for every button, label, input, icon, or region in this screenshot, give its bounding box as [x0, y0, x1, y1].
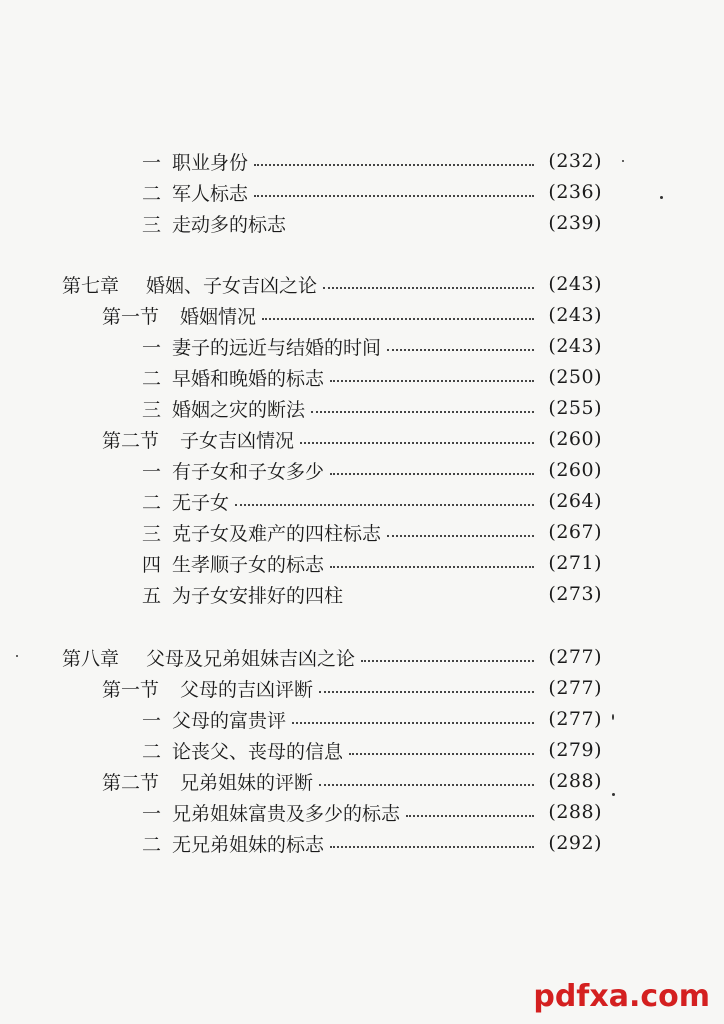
section-title: 父母的吉凶评断	[180, 678, 314, 701]
entry-title: 论丧父、丧母的信息	[172, 740, 344, 763]
entry-number: 一	[142, 709, 162, 732]
entry-title: 父母的富贵评	[172, 709, 287, 732]
toc-entry	[142, 704, 602, 734]
section-number: 第二节	[102, 429, 160, 452]
page-number: (292)	[548, 832, 602, 854]
leader-dots	[300, 442, 534, 444]
entry-number: 二	[142, 491, 162, 514]
entry-number: 二	[142, 367, 162, 390]
toc-entry	[142, 146, 602, 176]
toc-entry	[142, 828, 602, 858]
page-number: (277)	[548, 677, 602, 699]
entry-number: 二	[142, 182, 162, 205]
page-number: (277)	[548, 708, 602, 730]
page-number: (288)	[548, 801, 602, 823]
toc-entry	[142, 331, 602, 361]
entry-title: 兄弟姐妹富贵及多少的标志	[172, 802, 401, 825]
page-number: (267)	[548, 521, 602, 543]
entry-title: 婚姻之灾的断法	[172, 398, 306, 421]
scan-speck	[612, 714, 614, 720]
leader-dots	[330, 380, 534, 382]
leader-dots	[254, 195, 534, 197]
entry-title: 妻子的远近与结婚的时间	[172, 336, 382, 359]
entry-number: 三	[142, 522, 162, 545]
toc-entry	[142, 579, 602, 609]
entry-title: 职业身份	[172, 151, 249, 174]
leader-dots	[292, 722, 534, 724]
page-number: (279)	[548, 739, 602, 761]
section-number: 第一节	[102, 678, 160, 701]
page-number: (243)	[548, 335, 602, 357]
toc-chapter	[62, 642, 602, 672]
scan-speck	[622, 160, 624, 162]
page-number: (250)	[548, 366, 602, 388]
entry-title: 早婚和晚婚的标志	[172, 367, 325, 390]
toc-entry	[142, 362, 602, 392]
page-number: (243)	[548, 273, 602, 295]
toc-entry	[142, 208, 602, 238]
toc-entry	[142, 177, 602, 207]
page-number: (277)	[548, 646, 602, 668]
section-number: 第一节	[102, 305, 160, 328]
page-number: (255)	[548, 397, 602, 419]
entry-title: 有子女和子女多少	[172, 460, 325, 483]
entry-number: 二	[142, 740, 162, 763]
entry-title: 军人标志	[172, 182, 249, 205]
page-number: (264)	[548, 490, 602, 512]
leader-dots	[361, 660, 534, 662]
toc-section	[102, 766, 602, 796]
entry-number: 一	[142, 336, 162, 359]
section-number: 第二节	[102, 771, 160, 794]
entry-title: 生孝顺子女的标志	[172, 553, 325, 576]
toc-entry	[142, 393, 602, 423]
leader-dots	[311, 411, 534, 413]
leader-dots	[323, 287, 534, 289]
leader-dots	[387, 535, 534, 537]
entry-title: 无兄弟姐妹的标志	[172, 833, 325, 856]
entry-number: 三	[142, 213, 162, 236]
page-number: (288)	[548, 770, 602, 792]
toc-chapter	[62, 269, 602, 299]
toc-section	[102, 673, 602, 703]
chapter-number: 第八章	[62, 647, 120, 670]
entry-number: 一	[142, 151, 162, 174]
entry-number: 五	[142, 584, 162, 607]
page-number: (239)	[548, 212, 602, 234]
entry-number: 二	[142, 833, 162, 856]
leader-dots	[330, 846, 534, 848]
chapter-title: 婚姻、子女吉凶之论	[146, 274, 318, 297]
toc-entry	[142, 517, 602, 547]
page-number: (232)	[548, 150, 602, 172]
entry-number: 一	[142, 802, 162, 825]
entry-title: 克子女及难产的四柱标志	[172, 522, 382, 545]
entry-number: 四	[142, 553, 162, 576]
toc-entry	[142, 455, 602, 485]
leader-dots	[319, 784, 534, 786]
toc-entry	[142, 735, 602, 765]
entry-title: 为子女安排好的四柱	[172, 584, 344, 607]
leader-dots	[254, 164, 534, 166]
scan-speck	[612, 793, 615, 796]
page-number: (243)	[548, 304, 602, 326]
entry-number: 三	[142, 398, 162, 421]
chapter-number: 第七章	[62, 274, 120, 297]
toc-section	[102, 300, 602, 330]
leader-dots	[387, 349, 534, 351]
leader-dots	[349, 753, 534, 755]
section-title: 兄弟姐妹的评断	[180, 771, 314, 794]
leader-dots	[330, 566, 534, 568]
page-number: (260)	[548, 459, 602, 481]
page-number: (236)	[548, 181, 602, 203]
page-number: (260)	[548, 428, 602, 450]
toc-entry	[142, 486, 602, 516]
watermark-logo: pdfxa.com	[533, 979, 710, 1014]
leader-dots	[235, 504, 534, 506]
entry-number: 一	[142, 460, 162, 483]
toc-section	[102, 424, 602, 454]
chapter-title: 父母及兄弟姐妹吉凶之论	[146, 647, 356, 670]
toc-entry	[142, 797, 602, 827]
section-title: 子女吉凶情况	[180, 429, 295, 452]
toc-entry	[142, 548, 602, 578]
entry-title: 无子女	[172, 491, 230, 514]
scan-speck	[16, 655, 18, 657]
page-number: (271)	[548, 552, 602, 574]
section-title: 婚姻情况	[180, 305, 257, 328]
leader-dots	[330, 473, 534, 475]
leader-dots	[319, 691, 534, 693]
scan-speck	[660, 196, 663, 199]
page-number: (273)	[548, 583, 602, 605]
entry-title: 走动多的标志	[172, 213, 287, 236]
leader-dots	[406, 815, 534, 817]
leader-dots	[262, 318, 534, 320]
